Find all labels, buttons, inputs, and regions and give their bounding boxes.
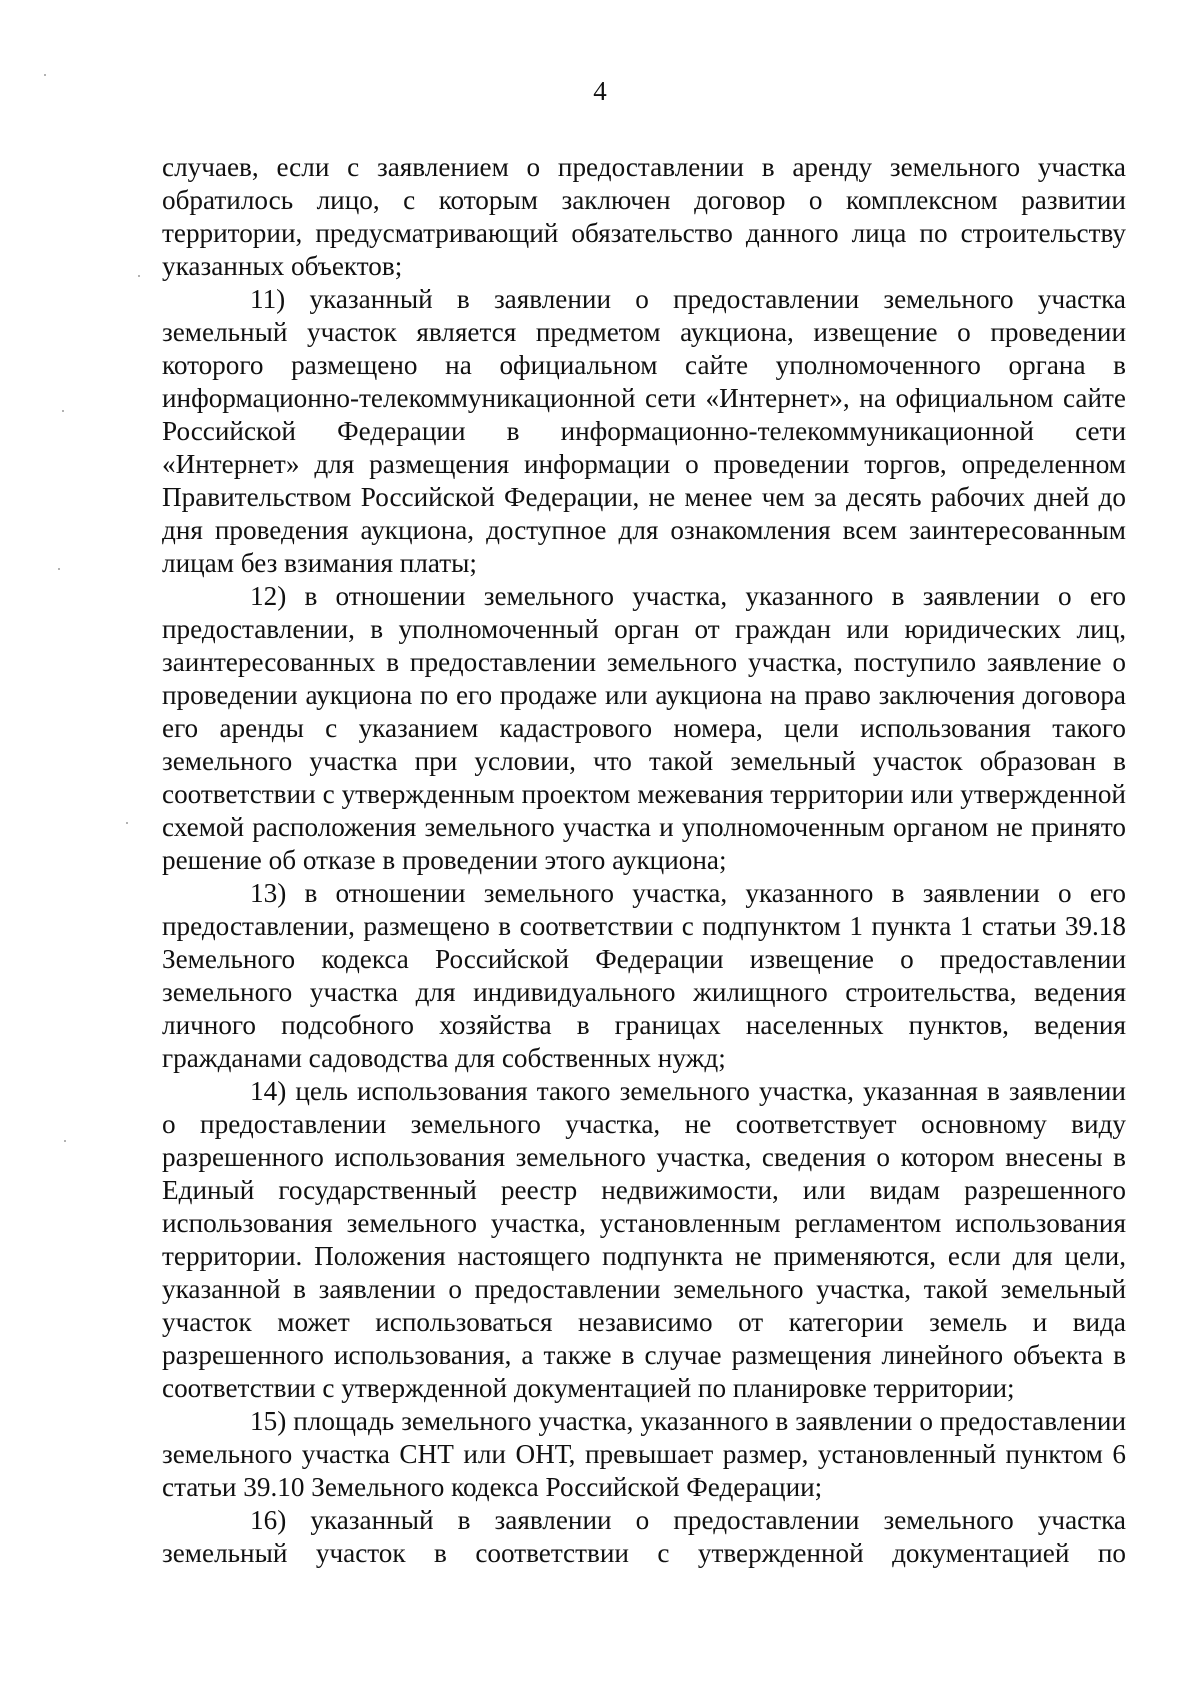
scan-speck [138, 275, 140, 277]
paragraph-continuation: случаев, если с заявлением о предоставлении в аренду земельного участка обратилось лицо, с которым заключен договор о комплексном развитии территории, предусматривающий обязательство данного лица по строительству указанных объектов; [162, 152, 1126, 281]
paragraph-item-16: 16) указанный в заявлении о предоставлении земельного участка земельный участок в соответствии с утвержденной документацией по [162, 1505, 1126, 1568]
paragraph-item-15: 15) площадь земельного участка, указанного в заявлении о предоставлении земельного участка СНТ или ОНТ, превышает размер, установленный пунктом 6 статьи 39.10 Земельного кодекса Российской Федерации; [162, 1406, 1126, 1502]
paragraph-item-11: 11) указанный в заявлении о предоставлении земельного участка земельный участок является предметом аукциона, извещение о проведении которого размещено на официальном сайте уполномоченного органа в информационно-телекоммуникационной сети «Интернет», на официальном сайте Российской Федерации в информационно-телекоммуникационной сети «Интернет» для размещения информации о проведении торгов, определенном Правительством Российской Федерации, не менее чем за десять рабочих дней до дня проведения аукциона, доступное для ознакомления всем заинтересованным лицам без взимания платы; [162, 284, 1126, 578]
scan-speck [64, 1140, 66, 1142]
document-body [162, 151, 1126, 1570]
page-number: 4 [593, 76, 607, 106]
scan-speck [44, 74, 46, 76]
paragraph-item-14: 14) цель использования такого земельного участка, указанная в заявлении о предоставлении земельного участка, не соответствует основному виду разрешенного использования земельного участка, сведения о котором внесены в Единый государственный реестр недвижимости, или видам разрешенного использования земельного участка, установленным регламентом использования территории. Положения настоящего подпункта не применяются, если для цели, указанной в заявлении о предоставлении земельного участка, такой земельный участок может использоваться независимо от категории земель и вида разрешенного использования, а также в случае размещения линейного объекта в соответствии с утвержденной документацией по планировке территории; [162, 1076, 1126, 1403]
paragraph-item-12: 12) в отношении земельного участка, указанного в заявлении о его предоставлении, в уполномоченный орган от граждан или юридических лиц, заинтересованных в предоставлении земельного участка, поступило заявление о проведении аукциона по его продаже или аукциона на право заключения договора его аренды с указанием кадастрового номера, цели использования такого земельного участка при условии, что такой земельный участок образован в соответствии с утвержденным проектом межевания территории или утвержденной схемой расположения земельного участка и уполномоченным органом не принято решение об отказе в проведении этого аукциона; [162, 581, 1126, 875]
scan-speck [58, 568, 60, 570]
paragraph-item-13: 13) в отношении земельного участка, указанного в заявлении о его предоставлении, размещено в соответствии с подпунктом 1 пункта 1 статьи 39.18 Земельного кодекса Российской Федерации извещение о предоставлении земельного участка для индивидуального жилищного строительства, ведения личного подсобного хозяйства в границах населенных пунктов, ведения гражданами садоводства для собственных нужд; [162, 878, 1126, 1073]
scan-speck [126, 822, 128, 824]
scan-speck [62, 410, 64, 412]
